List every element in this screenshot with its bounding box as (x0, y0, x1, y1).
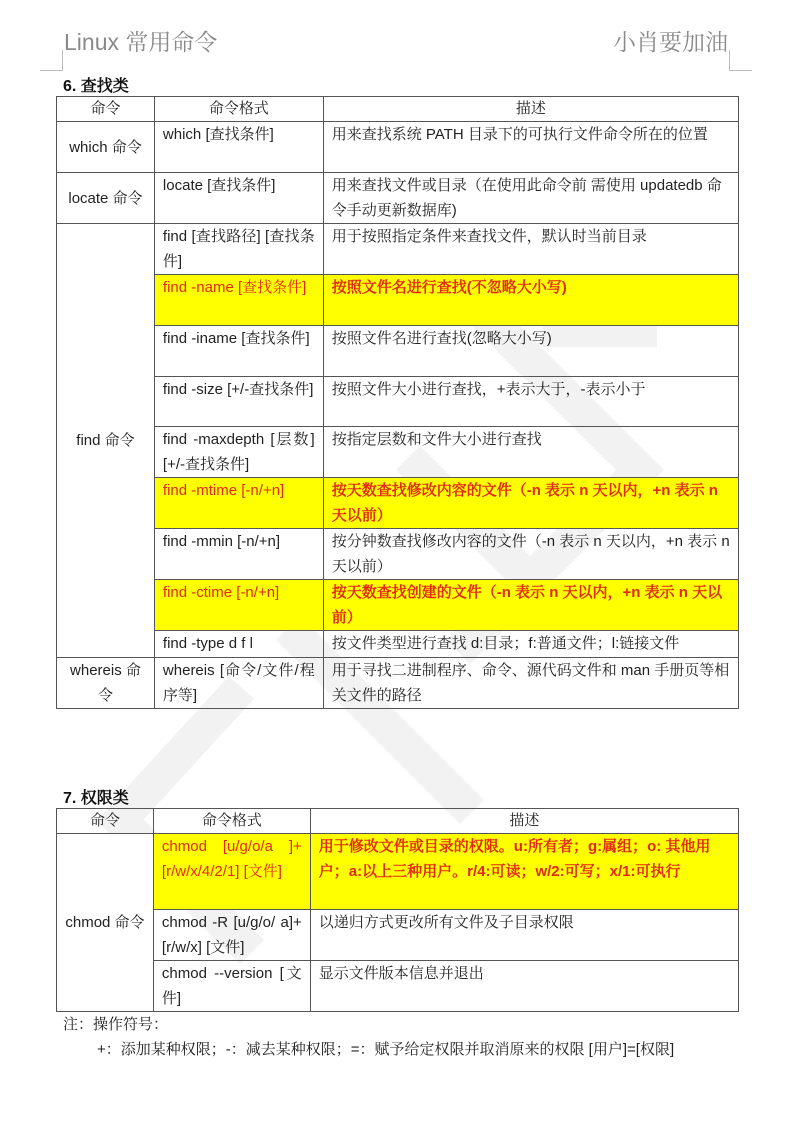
command-name-cell: chmod 命令 (57, 834, 154, 1012)
table-row-highlighted (57, 275, 739, 326)
table-row (57, 122, 739, 173)
command-description-cell: 按照文件名进行查找(不忽略大小写) (323, 275, 738, 326)
command-format-cell: chmod [u/g/o/a ]+[r/w/x/4/2/1] [文件] (153, 834, 310, 910)
search-commands-table (56, 96, 739, 709)
command-name-cell: find 命令 (57, 224, 155, 658)
column-header-description: 描述 (310, 809, 738, 834)
page-corner-mark-left (40, 50, 63, 71)
command-description-cell: 按分钟数查找修改内容的文件（-n 表示 n 天以内，+n 表示 n 天以前） (323, 529, 738, 580)
table-row (57, 529, 739, 580)
command-format-cell: find -maxdepth [层数] [+/-查找条件] (154, 427, 323, 478)
permission-commands-table (56, 808, 739, 1012)
command-format-cell: find -ctime [-n/+n] (154, 580, 323, 631)
command-format-cell: whereis [命令/文件/程序等] (154, 658, 323, 709)
command-description-cell: 用来查找系统 PATH 目录下的可执行文件命令所在的位置 (323, 122, 738, 173)
command-description-cell: 用于修改文件或目录的权限。u:所有者；g:属组；o: 其他用户；a:以上三种用户。r/4:可读；w/2:可写；x/1:可执行 (310, 834, 738, 910)
page-corner-mark-right (729, 50, 752, 71)
command-name-cell: which 命令 (57, 122, 155, 173)
command-format-cell: chmod --version [文件] (153, 961, 310, 1012)
column-header-description: 描述 (323, 97, 738, 122)
column-header-format: 命令格式 (153, 809, 310, 834)
command-format-cell: find -mmin [-n/+n] (154, 529, 323, 580)
command-format-cell: find -name [查找条件] (154, 275, 323, 326)
table-row (57, 961, 739, 1012)
command-format-cell: find -mtime [-n/+n] (154, 478, 323, 529)
table-row (57, 631, 739, 658)
command-format-cell: find -size [+/-查找条件] (154, 377, 323, 427)
table-row (57, 326, 739, 377)
command-format-cell: find -type d f l (154, 631, 323, 658)
table-row-highlighted (57, 834, 739, 910)
command-description-cell: 以递归方式更改所有文件及子目录权限 (310, 910, 738, 961)
table-row (57, 224, 739, 275)
command-format-cell: locate [查找条件] (154, 173, 323, 224)
column-header-command: 命令 (57, 809, 154, 834)
table-row (57, 377, 739, 427)
note-text: +：添加某种权限；-：减去某种权限；=：赋予给定权限并取消原来的权限 [用户]=[权限] (97, 1041, 675, 1058)
command-description-cell: 显示文件版本信息并退出 (310, 961, 738, 1012)
command-format-cell: which [查找条件] (154, 122, 323, 173)
table-row (57, 427, 739, 478)
document-header-title: Linux 常用命令 (64, 29, 218, 55)
command-description-cell: 按照文件大小进行查找，+表示大于，-表示小于 (323, 377, 738, 427)
command-description-cell: 按文件类型进行查找 d:目录；f:普通文件；l:链接文件 (323, 631, 738, 658)
section-title-permissions: 7. 权限类 (63, 790, 129, 807)
table-row-highlighted (57, 580, 739, 631)
command-description-cell: 按天数查找创建的文件（-n 表示 n 天以内，+n 表示 n 天以前） (323, 580, 738, 631)
command-name-cell: whereis 命令 (57, 658, 155, 709)
command-description-cell: 用来查找文件或目录（在使用此命令前 需使用 updatedb 命令手动更新数据库) (323, 173, 738, 224)
table-header-row (57, 809, 739, 834)
table-row (57, 173, 739, 224)
table-header-row (57, 97, 739, 122)
command-description-cell: 按天数查找修改内容的文件（-n 表示 n 天以内，+n 表示 n 天以前） (323, 478, 738, 529)
command-format-cell: chmod -R [u/g/o/ a]+[r/w/x] [文件] (153, 910, 310, 961)
document-header-author: 小肖要加油 (613, 29, 728, 55)
table-row (57, 910, 739, 961)
table-row (57, 658, 739, 709)
column-header-command: 命令 (57, 97, 155, 122)
command-format-cell: find [查找路径] [查找条件] (154, 224, 323, 275)
command-name-cell: locate 命令 (57, 173, 155, 224)
command-description-cell: 按照文件名进行查找(忽略大小写) (323, 326, 738, 377)
command-description-cell: 按指定层数和文件大小进行查找 (323, 427, 738, 478)
column-header-format: 命令格式 (154, 97, 323, 122)
section-title-search: 6. 查找类 (63, 78, 129, 95)
command-format-cell: find -iname [查找条件] (154, 326, 323, 377)
command-description-cell: 用于寻找二进制程序、命令、源代码文件和 man 手册页等相关文件的路径 (323, 658, 738, 709)
table-row-highlighted (57, 478, 739, 529)
note-label: 注：操作符号： (63, 1016, 169, 1033)
command-description-cell: 用于按照指定条件来查找文件，默认时当前目录 (323, 224, 738, 275)
